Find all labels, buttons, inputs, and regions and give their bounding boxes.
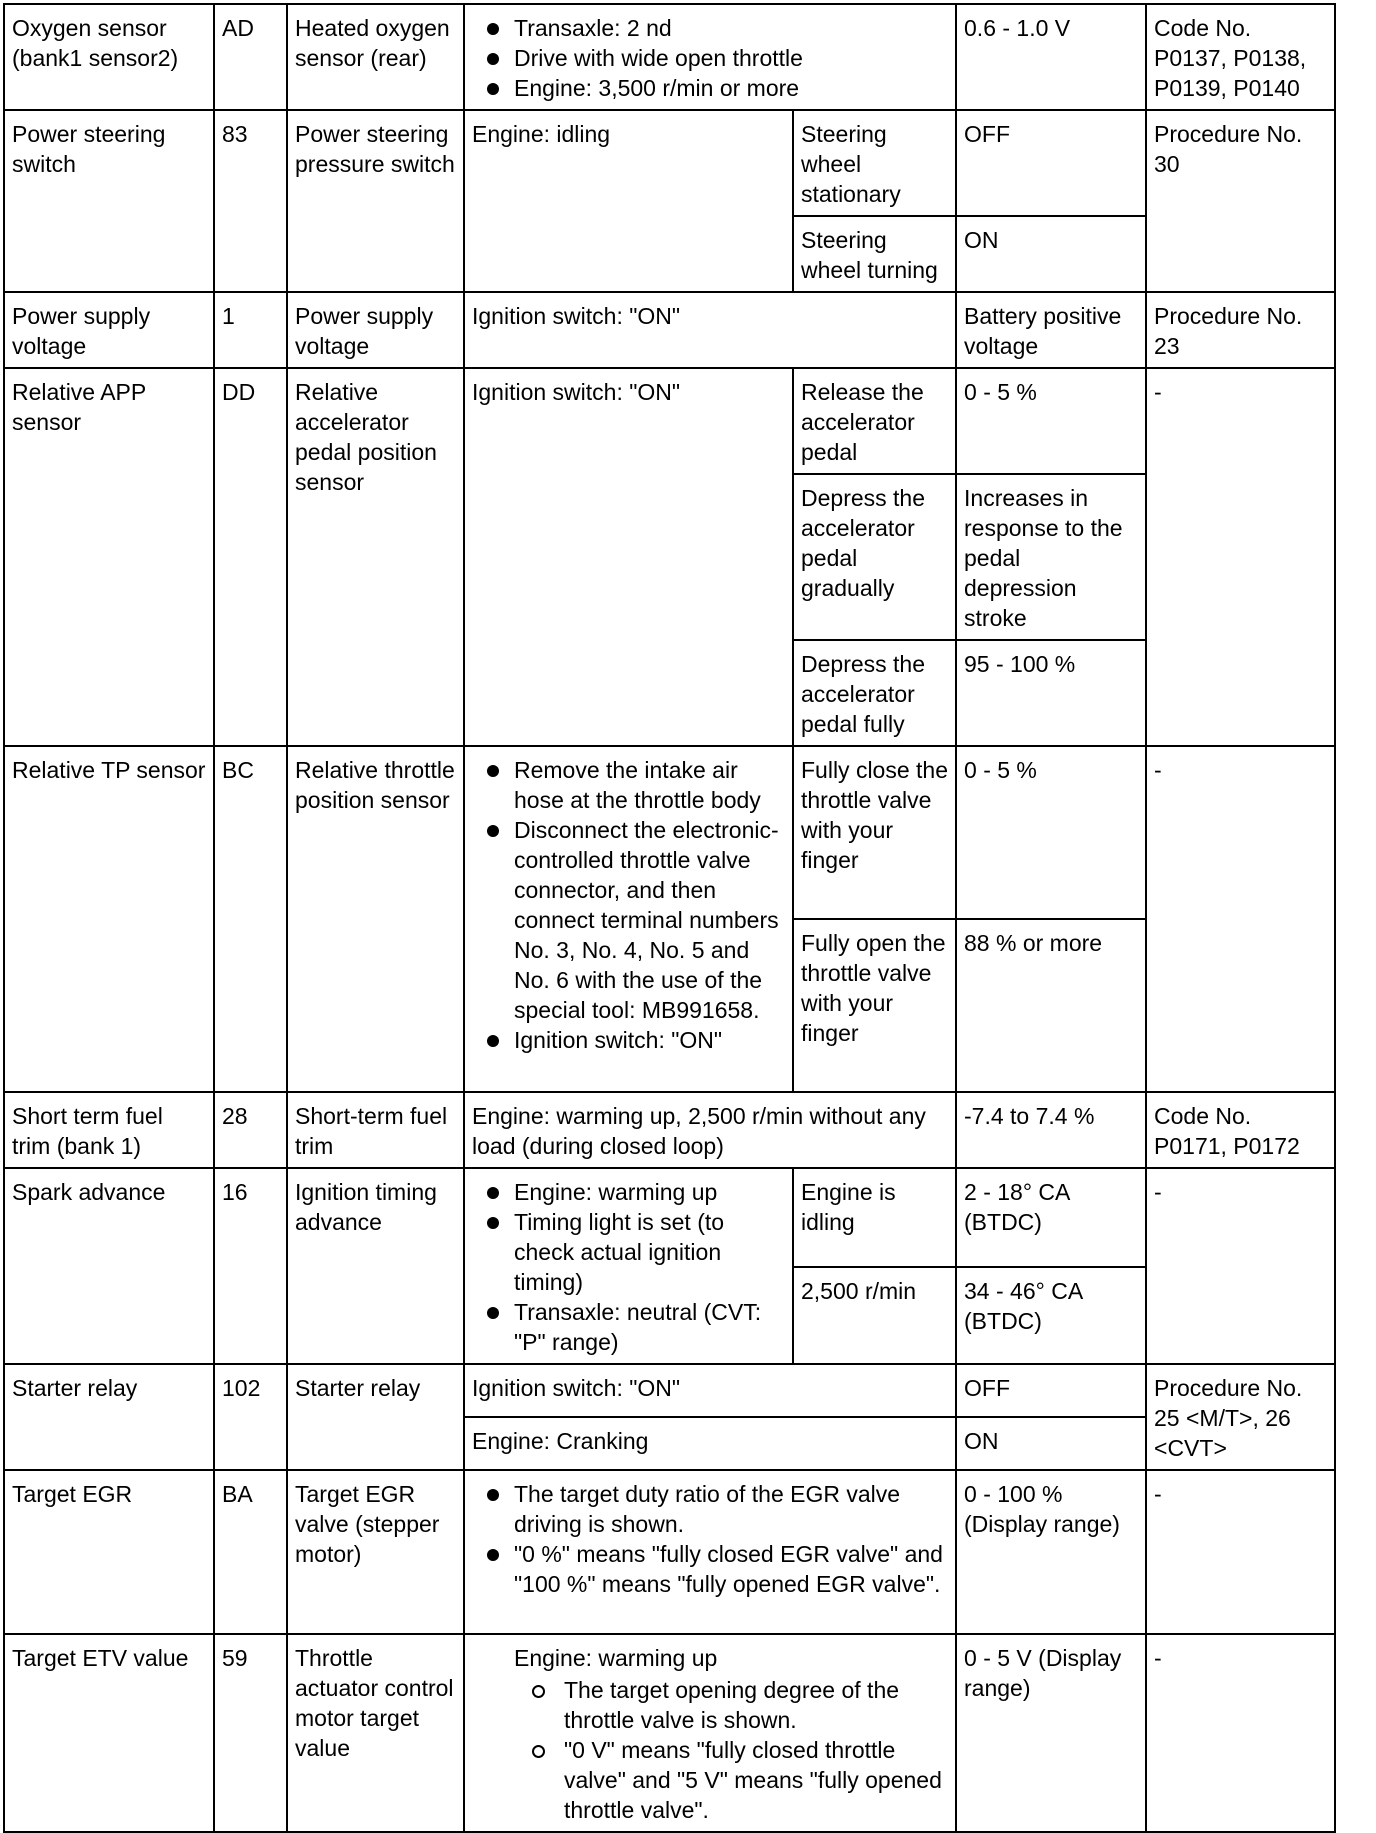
item-cell: Power steering switch: [4, 110, 214, 292]
normal-condition-cell: OFF: [956, 110, 1146, 216]
sub-condition-cell: Fully close the throttle valve with your finger: [793, 746, 956, 919]
sub-condition-cell: 2,500 r/min: [793, 1267, 956, 1364]
condition-item: Remove the intake air hose at the throttle body: [514, 755, 786, 815]
reference-cell: Code No. P0171, P0172: [1146, 1092, 1335, 1168]
item-no-cell: 16: [214, 1168, 287, 1364]
condition-cell: Ignition switch: "ON": [464, 1364, 956, 1417]
item-no-cell: 1: [214, 292, 287, 368]
condition-cell: [464, 1470, 956, 1634]
table-row: [4, 1092, 1335, 1168]
normal-condition-cell: Increases in response to the pedal depression stroke: [956, 474, 1146, 640]
condition-item: Transaxle: neutral (CVT: "P" range): [514, 1297, 786, 1357]
item-no-cell: 59: [214, 1634, 287, 1832]
item-no-cell: BC: [214, 746, 287, 1092]
table-row: [4, 368, 1335, 474]
condition-cell: Ignition switch: "ON": [464, 292, 956, 368]
normal-condition-cell: 0.6 - 1.0 V: [956, 4, 1146, 110]
inspection-item-cell: Throttle actuator control motor target value: [287, 1634, 464, 1832]
note-item: The target opening degree of the throttle valve is shown.: [564, 1675, 949, 1735]
condition-list: [472, 755, 786, 1055]
table-row: [4, 4, 1335, 110]
item-cell: Power supply voltage: [4, 292, 214, 368]
item-cell: Target EGR: [4, 1470, 214, 1634]
reference-cell: Procedure No. 30: [1146, 110, 1335, 292]
condition-list: [472, 1177, 786, 1357]
condition-list: [472, 1479, 949, 1599]
condition-item: Drive with wide open throttle: [514, 43, 949, 73]
condition-list: [472, 13, 949, 103]
condition-cell: [464, 4, 956, 110]
sub-condition-cell: Release the accelerator pedal: [793, 368, 956, 474]
reference-cell: -: [1146, 1168, 1335, 1364]
sub-condition-cell: Depress the accelerator pedal fully: [793, 640, 956, 746]
normal-condition-cell: 0 - 100 % (Display range): [956, 1470, 1146, 1634]
item-cell: Short term fuel trim (bank 1): [4, 1092, 214, 1168]
item-cell: Spark advance: [4, 1168, 214, 1364]
normal-condition-cell: 0 - 5 V (Display range): [956, 1634, 1146, 1832]
reference-cell: -: [1146, 746, 1335, 1092]
condition-item: Timing light is set (to check actual ignition timing): [514, 1207, 786, 1297]
condition-cell: Ignition switch: "ON": [464, 368, 793, 746]
condition-item: Engine: 3,500 r/min or more: [514, 73, 949, 103]
note-list: [514, 1675, 949, 1825]
normal-condition-cell: 34 - 46° CA (BTDC): [956, 1267, 1146, 1364]
reference-cell: -: [1146, 368, 1335, 746]
reference-cell: -: [1146, 1470, 1335, 1634]
table-row: [4, 110, 1335, 216]
normal-condition-cell: 95 - 100 %: [956, 640, 1146, 746]
condition-cell: [464, 746, 793, 1092]
condition-cell: Engine: Cranking: [464, 1417, 956, 1470]
condition-notes: [472, 1675, 949, 1825]
item-no-cell: BA: [214, 1470, 287, 1634]
normal-condition-cell: Battery positive voltage: [956, 292, 1146, 368]
item-no-cell: 83: [214, 110, 287, 292]
sub-condition-cell: Engine is idling: [793, 1168, 956, 1267]
sub-condition-cell: Depress the accelerator pedal gradually: [793, 474, 956, 640]
sub-condition-cell: Fully open the throttle valve with your finger: [793, 919, 956, 1092]
condition-cell: [464, 1168, 793, 1364]
table-row: [4, 1634, 1335, 1832]
item-no-cell: 28: [214, 1092, 287, 1168]
item-cell: Relative APP sensor: [4, 368, 214, 746]
condition-text: Engine: warming up: [514, 1645, 718, 1671]
item-cell: Starter relay: [4, 1364, 214, 1470]
sub-condition-cell: Steering wheel stationary: [793, 110, 956, 216]
condition-item: Engine: warming up: [514, 1177, 786, 1207]
table-row: [4, 746, 1335, 919]
note-item: "0 V" means "fully closed throttle valve" and "5 V" means "fully opened throttle valve".: [564, 1735, 949, 1825]
table-row: [4, 1470, 1335, 1634]
condition-item: Disconnect the electronic-controlled throttle valve connector, and then connect terminal numbers No. 3, No. 4, No. 5 and No. 6 with the use of the special tool: MB991658.: [514, 815, 786, 1025]
table-row: [4, 1168, 1335, 1267]
reference-cell: Procedure No. 23: [1146, 292, 1335, 368]
table-row: [4, 1364, 1335, 1417]
condition-cell: [464, 1634, 956, 1832]
inspection-item-cell: Ignition timing advance: [287, 1168, 464, 1364]
inspection-item-cell: Short-term fuel trim: [287, 1092, 464, 1168]
spec-table-page: [3, 3, 1334, 1833]
item-cell: Relative TP sensor: [4, 746, 214, 1092]
reference-cell: -: [1146, 1634, 1335, 1832]
normal-condition-cell: ON: [956, 1417, 1146, 1470]
item-no-cell: 102: [214, 1364, 287, 1470]
condition-item: The target duty ratio of the EGR valve driving is shown.: [514, 1479, 949, 1539]
normal-condition-cell: -7.4 to 7.4 %: [956, 1092, 1146, 1168]
condition-cell: Engine: idling: [464, 110, 793, 292]
inspection-item-cell: Relative accelerator pedal position sensor: [287, 368, 464, 746]
reference-cell: Code No. P0137, P0138, P0139, P0140: [1146, 4, 1335, 110]
item-no-cell: DD: [214, 368, 287, 746]
normal-condition-cell: ON: [956, 216, 1146, 292]
sub-condition-cell: Steering wheel turning: [793, 216, 956, 292]
normal-condition-cell: 0 - 5 %: [956, 746, 1146, 919]
item-cell: Target ETV value: [4, 1634, 214, 1832]
normal-condition-cell: 2 - 18° CA (BTDC): [956, 1168, 1146, 1267]
table-row: [4, 292, 1335, 368]
inspection-item-cell: Heated oxygen sensor (rear): [287, 4, 464, 110]
inspection-item-cell: Relative throttle position sensor: [287, 746, 464, 1092]
normal-condition-cell: OFF: [956, 1364, 1146, 1417]
inspection-item-cell: Starter relay: [287, 1364, 464, 1470]
condition-item: "0 %" means "fully closed EGR valve" and "100 %" means "fully opened EGR valve".: [514, 1539, 949, 1599]
inspection-item-cell: Power steering pressure switch: [287, 110, 464, 292]
condition-cell: Engine: warming up, 2,500 r/min without any load (during closed loop): [464, 1092, 956, 1168]
service-data-table: [3, 3, 1336, 1833]
inspection-item-cell: Target EGR valve (stepper motor): [287, 1470, 464, 1634]
inspection-item-cell: Power supply voltage: [287, 292, 464, 368]
condition-item: Ignition switch: "ON": [514, 1025, 786, 1055]
normal-condition-cell: 0 - 5 %: [956, 368, 1146, 474]
reference-cell: Procedure No. 25 <M/T>, 26 <CVT>: [1146, 1364, 1335, 1470]
item-cell: Oxygen sensor (bank1 sensor2): [4, 4, 214, 110]
condition-item: Transaxle: 2 nd: [514, 13, 949, 43]
normal-condition-cell: 88 % or more: [956, 919, 1146, 1092]
item-no-cell: AD: [214, 4, 287, 110]
